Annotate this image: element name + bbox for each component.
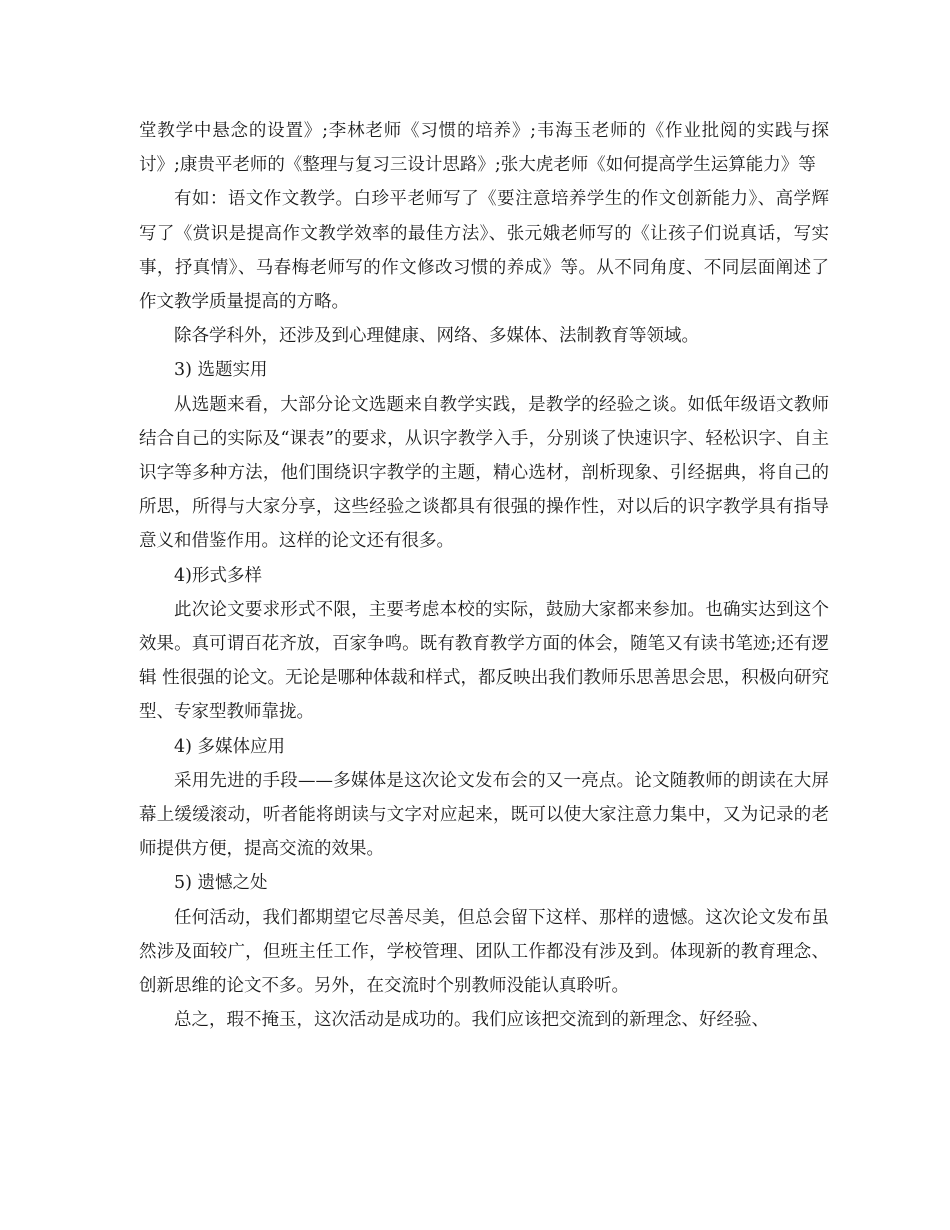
paragraph-composition-teaching: 有如：语文作文教学。白珍平老师写了《要注意培养学生的作文创新能力》、高学辉写了《赏识是提高作文教学效率的最佳方法》、张元娥老师写的《让孩子们说真话，写实事，抒真情》、马春梅老师写的作文修改习惯的养成》等。从不同角度、不同层面阐述了作文教学质量提高的方略。: [139, 189, 829, 313]
paragraph-other-fields: 除各学科外，还涉及到心理健康、网络、多媒体、法制教育等领域。: [174, 326, 699, 347]
document-body: [139, 114, 829, 1037]
section-heading-diverse-forms: 4)形式多样: [174, 565, 262, 586]
section-heading-practical-topics: 3) 选题实用: [174, 360, 268, 381]
paragraph-practical-topics: 从选题来看，大部分论文选题来自教学实践，是教学的经验之谈。如低年级语文教师结合自己的实际及“课表”的要求，从识字教学入手，分别谈了快速识字、轻松识字、自主识字等多种方法，他们围绕识字教学的主题，精心选材，剖析现象、引经据典，将自己的所思，所得与大家分享，这些经验之谈都具有很强的操作性，对以后的识字教学具有指导意义和借鉴作用。这样的论文还有很多。: [139, 394, 829, 552]
paragraph-regrets: 任何活动，我们都期望它尽善尽美，但总会留下这样、那样的遗憾。这次论文发布虽然涉及面较广，但班主任工作，学校管理、团队工作都没有涉及到。体现新的教育理念、创新思维的论文不多。另外，在交流时个别教师没能认真聆听。: [139, 907, 829, 997]
paragraph-multimedia: 采用先进的手段——多媒体是这次论文发布会的又一亮点。论文随教师的朗读在大屏幕上缓缓滚动，听者能将朗读与文字对应起来，既可以使大家注意力集中，又为记录的老师提供方便，提高交流的效果。: [139, 770, 829, 860]
paragraph-conclusion: 总之，瑕不掩玉，这次活动是成功的。我们应该把交流到的新理念、好经验、: [174, 1010, 769, 1031]
paragraph-continuation: 堂教学中悬念的设置》;李林老师《习惯的培养》;韦海玉老师的《作业批阅的实践与探讨》;康贵平老师的《整理与复习三设计思路》;张大虎老师《如何提高学生运算能力》等: [139, 121, 829, 176]
section-heading-regrets: 5) 遗憾之处: [174, 873, 268, 894]
section-heading-multimedia: 4) 多媒体应用: [174, 736, 286, 757]
paragraph-diverse-forms: 此次论文要求形式不限，主要考虑本校的实际，鼓励大家都来参加。也确实达到这个效果。真可谓百花齐放，百家争鸣。既有教育教学方面的体会，随笔又有读书笔迹;还有逻辑 性很强的论文。无论是哪种体裁和样式，都反映出我们教师乐思善思会思，积极向研究型、专家型教师靠拢。: [139, 599, 829, 723]
